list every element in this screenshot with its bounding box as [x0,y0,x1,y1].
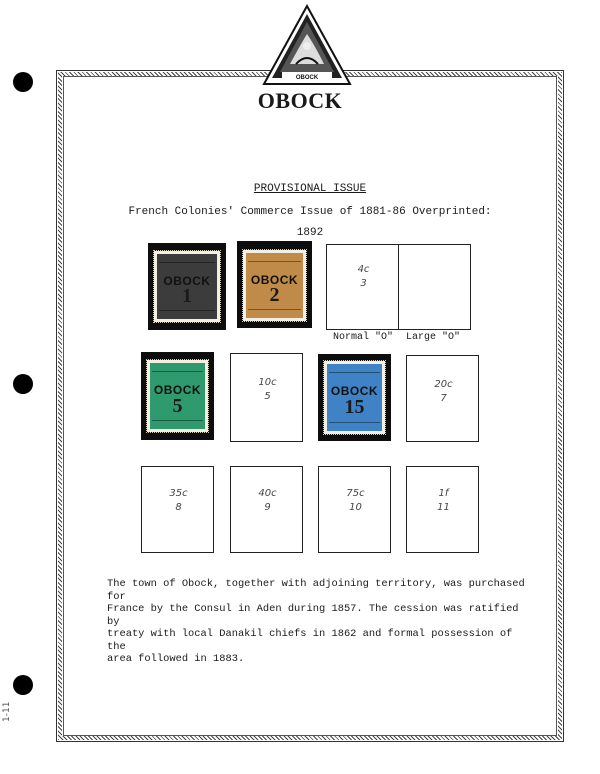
issue-year: 1892 [296,227,324,239]
caption-normal-o: Normal "O" [333,332,394,343]
stamp-space-10c[interactable] [230,353,303,442]
catalog-note-value: 4c [357,264,370,275]
stamp-space-20c[interactable] [406,355,479,442]
stamp-15c: OBOCK 15 [324,361,385,434]
stamp-2c: OBOCK 2 [243,250,306,321]
stamp-mount-2[interactable] [237,241,312,328]
obock-triangle-stamp-emblem [262,4,352,86]
catalog-note-number: 9 [264,502,271,513]
stamp-5c: OBOCK 5 [147,360,208,432]
catalog-note-number: 11 [437,502,450,513]
stamp-space-75c[interactable] [318,466,391,553]
stamp-mount-4[interactable] [318,354,391,441]
stamp-space-4c-normal[interactable] [326,244,399,330]
stamp-mount-1[interactable] [148,243,226,330]
catalog-note-number: 8 [175,502,182,513]
svg-text:OBOCK: OBOCK [295,75,319,81]
binder-hole-middle [13,374,33,394]
caption-large-o: Large "O" [406,332,461,343]
catalog-note-number: 10 [349,502,362,513]
catalog-note-number: 5 [264,391,271,402]
catalog-note-value: 1f [438,488,449,499]
catalog-note-value: 75c [346,488,365,499]
subtitle: French Colonies' Commerce Issue of 1881-86 Overprinted: [128,206,492,218]
stamp-mount-3[interactable] [141,352,214,440]
catalog-note-value: 35c [169,488,188,499]
stamp-space-4c-large[interactable] [398,244,471,330]
binder-hole-bottom [13,675,33,695]
catalog-note-number: 3 [360,278,367,289]
catalog-note-number: 7 [440,393,447,404]
stamp-1c: OBOCK 1 [154,251,220,322]
stamp-space-40c[interactable] [230,466,303,553]
catalog-note-value: 40c [258,488,277,499]
history-paragraph: The town of Obock, together with adjoining territory, was purchased for France by the Consul in Aden during 1857. The cession was ratified by treaty with local Danakil chiefs in 1862 and formal possession of the area followed in 1883. [107,578,525,665]
catalog-note-value: 20c [434,379,453,390]
stamp-space-35c[interactable] [141,466,214,553]
stamp-space-1f[interactable] [406,466,479,553]
catalog-note-value: 10c [258,377,277,388]
margin-pencil-mark: 1-11 [2,701,12,722]
section-title: PROVISIONAL ISSUE [253,183,367,195]
page-country-title: OBOCK [257,88,343,113]
